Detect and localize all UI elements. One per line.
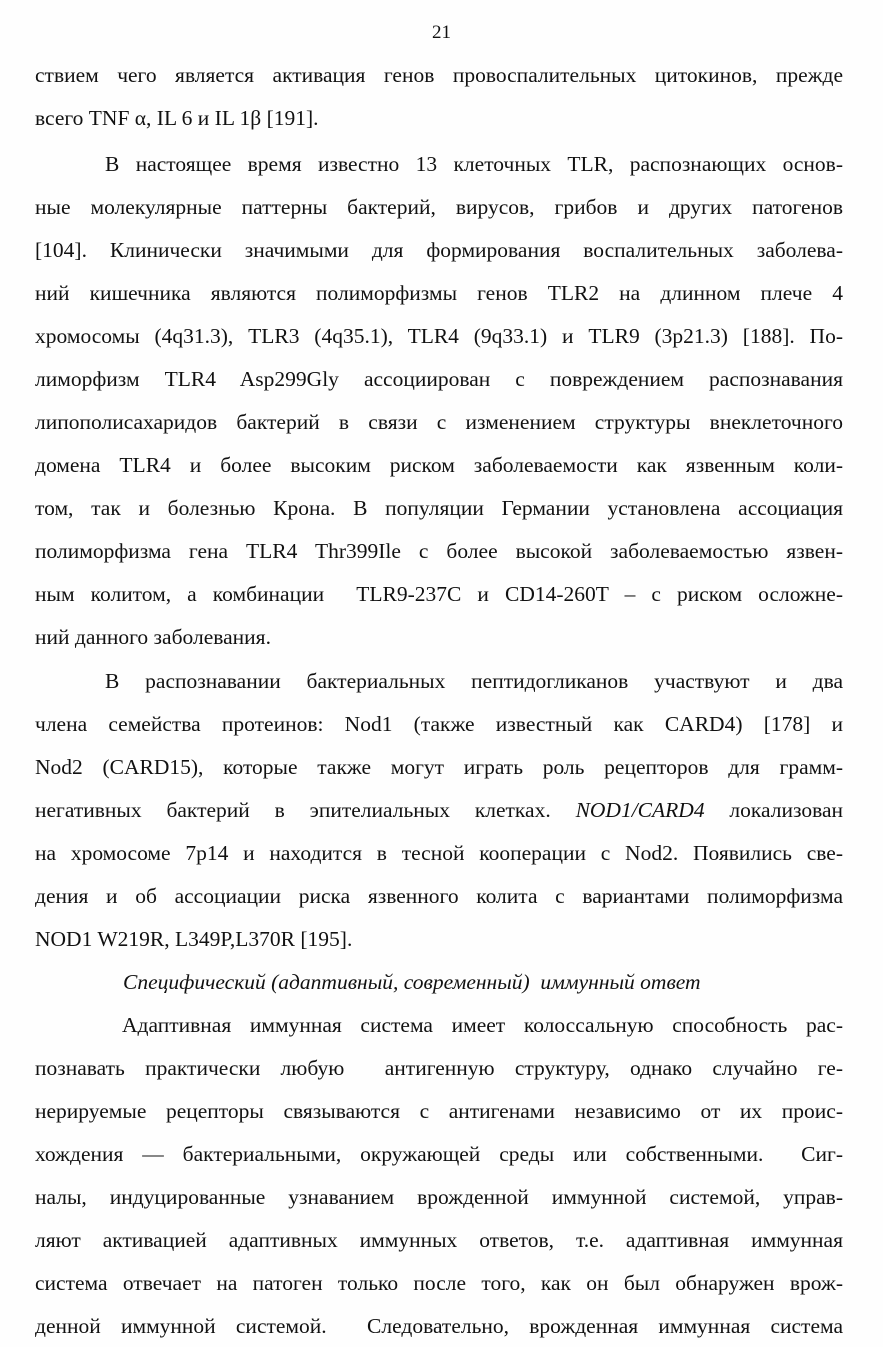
- text-line: познавать практически любую антигенную структуру, однако случайно ге-: [35, 1056, 843, 1080]
- text-line: том, так и болезнью Крона. В популяции Германии установлена ассоциация: [35, 496, 843, 520]
- text-line: ний данного заболевания.: [35, 625, 271, 649]
- text-line: дения и об ассоциации риска язвенного колита с вариантами полиморфизма: [35, 884, 843, 908]
- text-line: ным колитом, а комбинации TLR9-237C и CD14-260T – с риском осложне-: [35, 582, 843, 606]
- text-segment: локализован: [729, 798, 844, 822]
- text-segment: негативных бактерий в эпителиальных клетках.: [35, 798, 551, 822]
- text-line: хромосомы (4q31.3), TLR3 (4q35.1), TLR4 (9q33.1) и TLR9 (3p21.3) [188]. По-: [35, 324, 843, 348]
- text-line: NOD1 W219R, L349P,L370R [195].: [35, 927, 353, 951]
- text-line: домена TLR4 и более высоким риском заболеваемости как язвенным коли-: [35, 453, 843, 477]
- text-line: полиморфизма гена TLR4 Thr399Ile с более высокой заболеваемостью язвен-: [35, 539, 843, 563]
- text-line: налы, индуцированные узнаванием врожденной иммунной системой, управ-: [35, 1185, 843, 1209]
- paragraph-first-line: Адаптивная иммунная система имеет колоссальную способность рас-: [122, 1013, 843, 1037]
- gene-name-italic: NOD1/CARD4: [575, 798, 705, 822]
- text-line: хождения — бактериальными, окружающей среды или собственными. Сиг-: [35, 1142, 843, 1166]
- text-line: ные молекулярные паттерны бактерий, вирусов, грибов и других патогенов: [35, 195, 843, 219]
- page-number: 21: [432, 22, 451, 43]
- text-line: [104]. Клинически значимыми для формирования воспалительных заболева-: [35, 238, 843, 262]
- text-line: лиморфизм TLR4 Asp299Gly ассоциирован с повреждением распознавания: [35, 367, 843, 391]
- text-line-mixed: [35, 795, 843, 825]
- text-line: денной иммунной системой. Следовательно, врожденная иммунная система: [35, 1314, 843, 1338]
- paragraph-first-line: В настоящее время известно 13 клеточных TLR, распознающих основ-: [105, 152, 843, 176]
- text-line: ляют активацией адаптивных иммунных ответов, т.е. адаптивная иммунная: [35, 1228, 843, 1252]
- section-heading: Специфический (адаптивный, современный) иммунный ответ: [123, 970, 701, 994]
- text-line: ний кишечника являются полиморфизмы генов TLR2 на длинном плече 4: [35, 281, 843, 305]
- text-line: члена семейства протеинов: Nod1 (также известный как CARD4) [178] и: [35, 712, 843, 736]
- text-line: на хромосоме 7p14 и находится в тесной кооперации с Nod2. Появились све-: [35, 841, 843, 865]
- text-line: нерируемые рецепторы связываются с антигенами независимо от их проис-: [35, 1099, 843, 1123]
- text-line: Nod2 (CARD15), которые также могут играть роль рецепторов для грамм-: [35, 755, 843, 779]
- text-line: липополисахаридов бактерий в связи с изменением структуры внеклеточного: [35, 410, 843, 434]
- text-line: ствием чего является активация генов провоспалительных цитокинов, прежде: [35, 63, 843, 87]
- text-line: всего TNF α, IL 6 и IL 1β [191].: [35, 106, 319, 130]
- text-line: система отвечает на патоген только после того, как он был обнаружен врож-: [35, 1271, 843, 1295]
- paragraph-first-line: В распознавании бактериальных пептидогликанов участвуют и два: [105, 669, 843, 693]
